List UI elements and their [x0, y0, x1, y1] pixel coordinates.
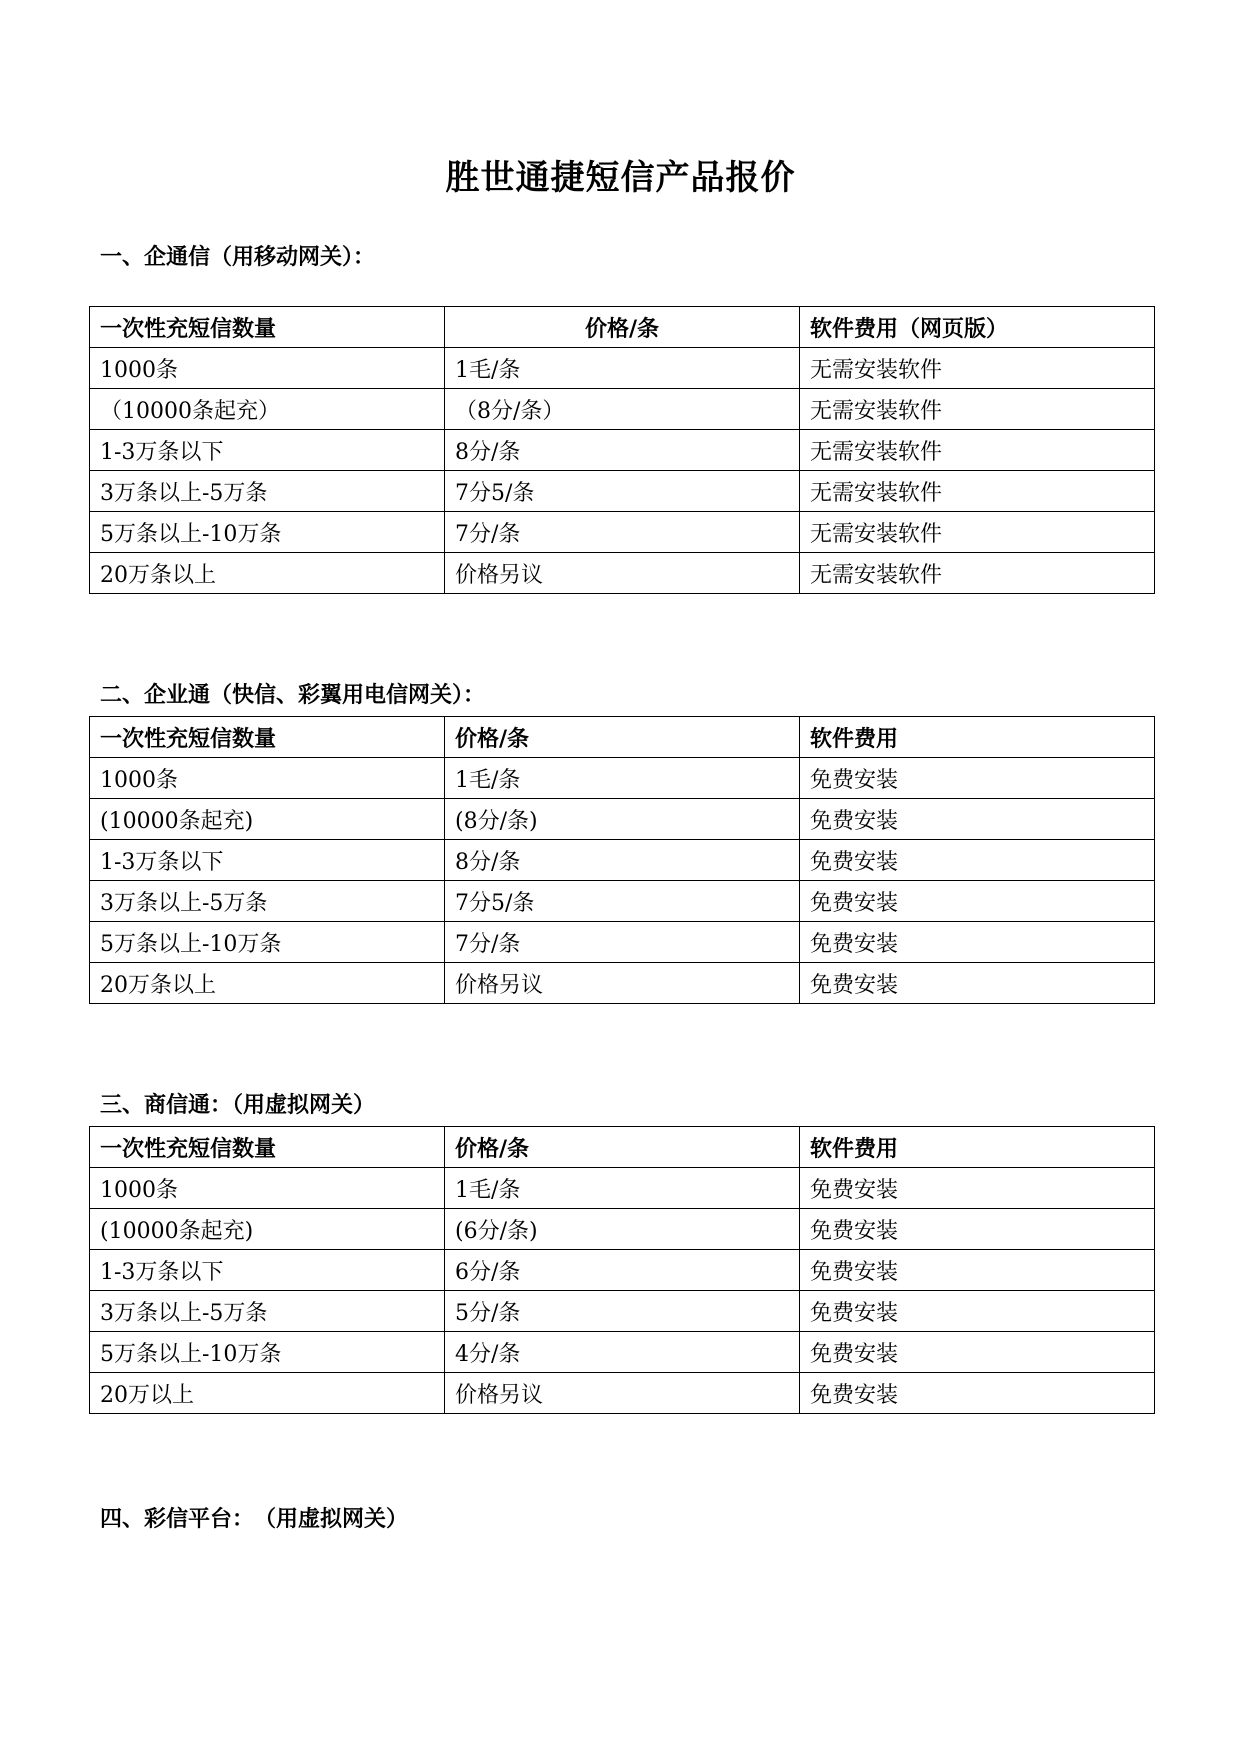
column-header: 价格/条: [445, 1127, 800, 1168]
table-cell: 5分/条: [445, 1291, 800, 1332]
table-cell: 1毛/条: [445, 348, 800, 389]
table-row: [90, 553, 1155, 594]
table-cell: 价格另议: [445, 963, 800, 1004]
table-cell: 7分/条: [445, 922, 800, 963]
column-header: 一次性充短信数量: [90, 307, 445, 348]
table-cell: 免费安装: [800, 1209, 1155, 1250]
section-heading-1: 一、企通信（用移动网关）：: [100, 245, 376, 270]
table-row: [90, 430, 1155, 471]
table-row: [90, 389, 1155, 430]
table-cell: (10000条起充): [90, 1209, 445, 1250]
table-cell: 7分5/条: [445, 881, 800, 922]
table-cell: 20万条以上: [90, 553, 445, 594]
table-cell: 20万条以上: [90, 963, 445, 1004]
table-row: [90, 840, 1155, 881]
table-cell: 无需安装软件: [800, 348, 1155, 389]
price-table-1: [89, 306, 1155, 594]
table-cell: 无需安装软件: [800, 430, 1155, 471]
column-header: 软件费用（网页版）: [800, 307, 1155, 348]
table-cell: 免费安装: [800, 1168, 1155, 1209]
table-cell: 价格另议: [445, 553, 800, 594]
table-row: [90, 1291, 1155, 1332]
section-heading-3: 三、商信通：（用虚拟网关）: [100, 1093, 376, 1118]
table-row: [90, 881, 1155, 922]
table-cell: 价格另议: [445, 1373, 800, 1414]
table-cell: 免费安装: [800, 963, 1155, 1004]
section-heading-2: 二、企业通（快信、彩翼用电信网关）：: [100, 683, 486, 708]
table-header-row: [90, 1127, 1155, 1168]
table-row: [90, 348, 1155, 389]
table-cell: 免费安装: [800, 922, 1155, 963]
table-cell: 5万条以上-10万条: [90, 1332, 445, 1373]
table-cell: 6分/条: [445, 1250, 800, 1291]
table-cell: (8分/条): [445, 799, 800, 840]
table-row: [90, 799, 1155, 840]
table-cell: 免费安装: [800, 1373, 1155, 1414]
table-cell: 无需安装软件: [800, 512, 1155, 553]
table-cell: 3万条以上-5万条: [90, 881, 445, 922]
table-row: [90, 1250, 1155, 1291]
table-cell: 8分/条: [445, 840, 800, 881]
table-row: [90, 1332, 1155, 1373]
table-cell: 3万条以上-5万条: [90, 1291, 445, 1332]
table-cell: 无需安装软件: [800, 389, 1155, 430]
price-table-2: [89, 716, 1155, 1004]
price-table-3: [89, 1126, 1155, 1414]
table-cell: 20万以上: [90, 1373, 445, 1414]
table-cell: 3万条以上-5万条: [90, 471, 445, 512]
table-row: [90, 1209, 1155, 1250]
table-cell: 1000条: [90, 758, 445, 799]
table-cell: (10000条起充): [90, 799, 445, 840]
column-header: 软件费用: [800, 717, 1155, 758]
table-header-row: [90, 717, 1155, 758]
table-row: [90, 1373, 1155, 1414]
table-cell: 免费安装: [800, 1250, 1155, 1291]
table-cell: 1-3万条以下: [90, 430, 445, 471]
column-header: 软件费用: [800, 1127, 1155, 1168]
table-row: [90, 758, 1155, 799]
table-cell: 免费安装: [800, 1291, 1155, 1332]
table-row: [90, 471, 1155, 512]
table-cell: 1-3万条以下: [90, 840, 445, 881]
table-cell: 1-3万条以下: [90, 1250, 445, 1291]
table-cell: 5万条以上-10万条: [90, 512, 445, 553]
table-header-row: [90, 307, 1155, 348]
section-heading-4: 四、彩信平台： （用虚拟网关）: [100, 1507, 409, 1532]
table-cell: (6分/条): [445, 1209, 800, 1250]
table-row: [90, 1168, 1155, 1209]
page-title: 胜世通捷短信产品报价: [445, 158, 796, 198]
table-cell: 无需安装软件: [800, 553, 1155, 594]
table-cell: 7分/条: [445, 512, 800, 553]
column-header: 价格/条: [445, 717, 800, 758]
column-header: 价格/条: [445, 307, 800, 348]
table-cell: 免费安装: [800, 840, 1155, 881]
table-cell: 免费安装: [800, 758, 1155, 799]
table-cell: 1毛/条: [445, 1168, 800, 1209]
table-cell: 免费安装: [800, 1332, 1155, 1373]
table-cell: 8分/条: [445, 430, 800, 471]
column-header: 一次性充短信数量: [90, 1127, 445, 1168]
table-row: [90, 922, 1155, 963]
table-cell: 1000条: [90, 348, 445, 389]
table-cell: 5万条以上-10万条: [90, 922, 445, 963]
table-cell: （10000条起充）: [90, 389, 445, 430]
column-header: 一次性充短信数量: [90, 717, 445, 758]
table-row: [90, 963, 1155, 1004]
table-row: [90, 512, 1155, 553]
table-cell: 4分/条: [445, 1332, 800, 1373]
table-cell: 1毛/条: [445, 758, 800, 799]
table-cell: （8分/条）: [445, 389, 800, 430]
table-cell: 1000条: [90, 1168, 445, 1209]
table-cell: 7分5/条: [445, 471, 800, 512]
table-cell: 免费安装: [800, 799, 1155, 840]
table-cell: 免费安装: [800, 881, 1155, 922]
table-cell: 无需安装软件: [800, 471, 1155, 512]
